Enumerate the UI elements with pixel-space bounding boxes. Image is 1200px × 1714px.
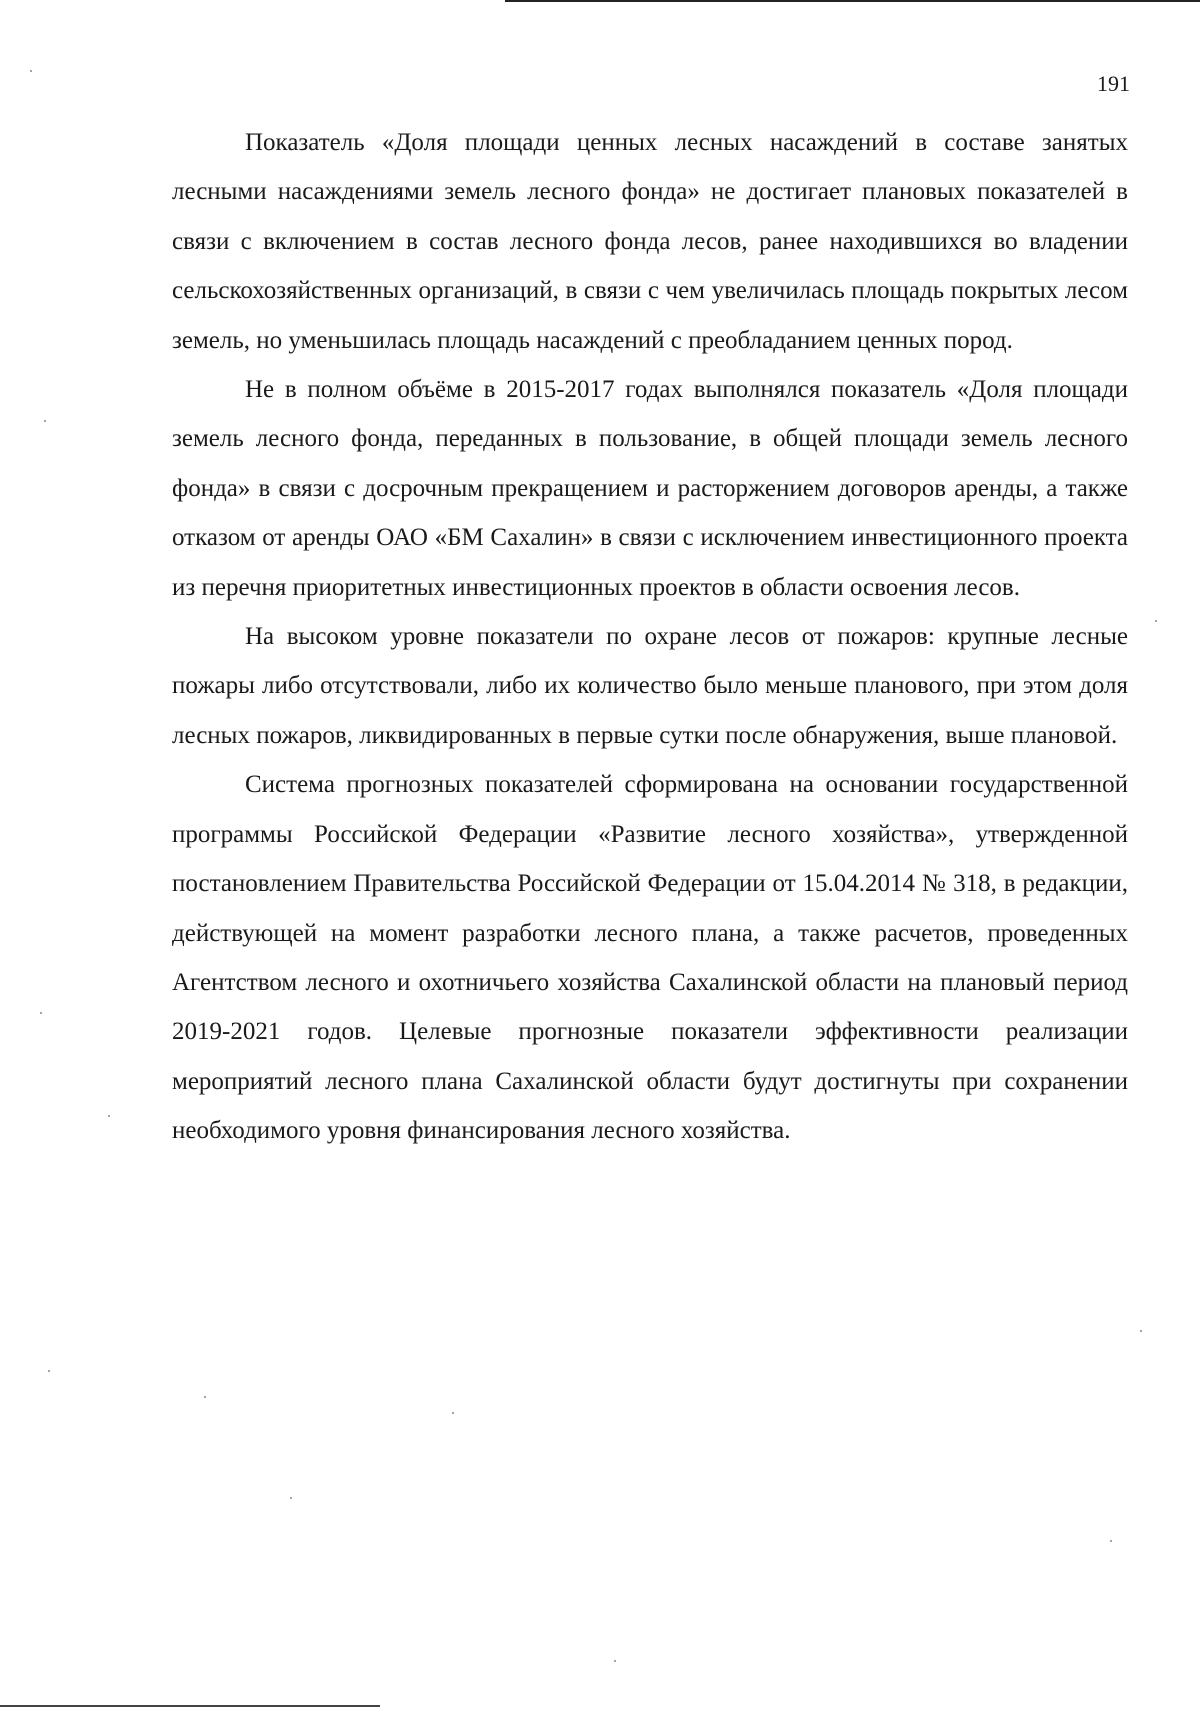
scan-speck xyxy=(1110,1540,1112,1542)
paragraph-3: На высоком уровне показатели по охране лесов от пожаров: крупные лесные пожары либо отсутствовали, либо их количество было меньше планового, при этом доля лесных пожаров, ликвидированных в первые сутки после обнаружения, выше плановой. xyxy=(172,623,1128,749)
scan-speck xyxy=(30,70,32,72)
scan-speck xyxy=(452,1412,454,1414)
scan-speck xyxy=(108,1115,110,1117)
bottom-border-line xyxy=(0,1705,380,1707)
scan-speck xyxy=(48,1370,50,1372)
scan-speck xyxy=(1140,1330,1142,1332)
body-text xyxy=(172,118,1128,1156)
paragraph-4: Система прогнозных показателей сформирована на основании государственной программы Российской Федерации «Развитие лесного хозяйства», утвержденной постановлением Правительства Российской Федерации от 15.04.2014 № 318, в редакции, действующей на момент разработки лесного плана, а также расчетов, проведенных Агентством лесного и охотничьего хозяйства Сахалинской области на плановый период 2019-2021 годов. Целевые прогнозные показатели эффективности реализации мероприятий лесного плана Сахалинской области будут достигнуты при сохранении необходимого уровня финансирования лесного хозяйства. xyxy=(172,771,1128,1145)
page-number: 191 xyxy=(1097,71,1130,96)
paragraph-1: Показатель «Доля площади ценных лесных насаждений в составе занятых лесными насаждениями земель лесного фонда» не достигает плановых показателей в связи с включением в состав лесного фонда лесов, ранее находившихся во владении сельскохозяйственных организаций, в связи с чем увеличилась площадь покрытых лесом земель, но уменьшилась площадь насаждений с преобладанием ценных пород. xyxy=(172,129,1128,354)
scan-speck xyxy=(290,1497,292,1499)
scan-speck xyxy=(44,420,46,422)
scan-speck xyxy=(40,1012,42,1014)
scan-speck xyxy=(1155,620,1157,622)
paragraph-2: Не в полном объёме в 2015-2017 годах выполнялся показатель «Доля площади земель лесного фонда, переданных в пользование, в общей площади земель лесного фонда» в связи с досрочным прекращением и расторжением договоров аренды, а также отказом от аренды ОАО «БМ Сахалин» в связи с исключением инвестиционного проекта из перечня приоритетных инвестиционных проектов в области освоения лесов. xyxy=(172,376,1128,601)
top-border-line xyxy=(505,0,1200,2)
scan-speck xyxy=(614,1660,616,1662)
scan-speck xyxy=(204,1396,206,1398)
